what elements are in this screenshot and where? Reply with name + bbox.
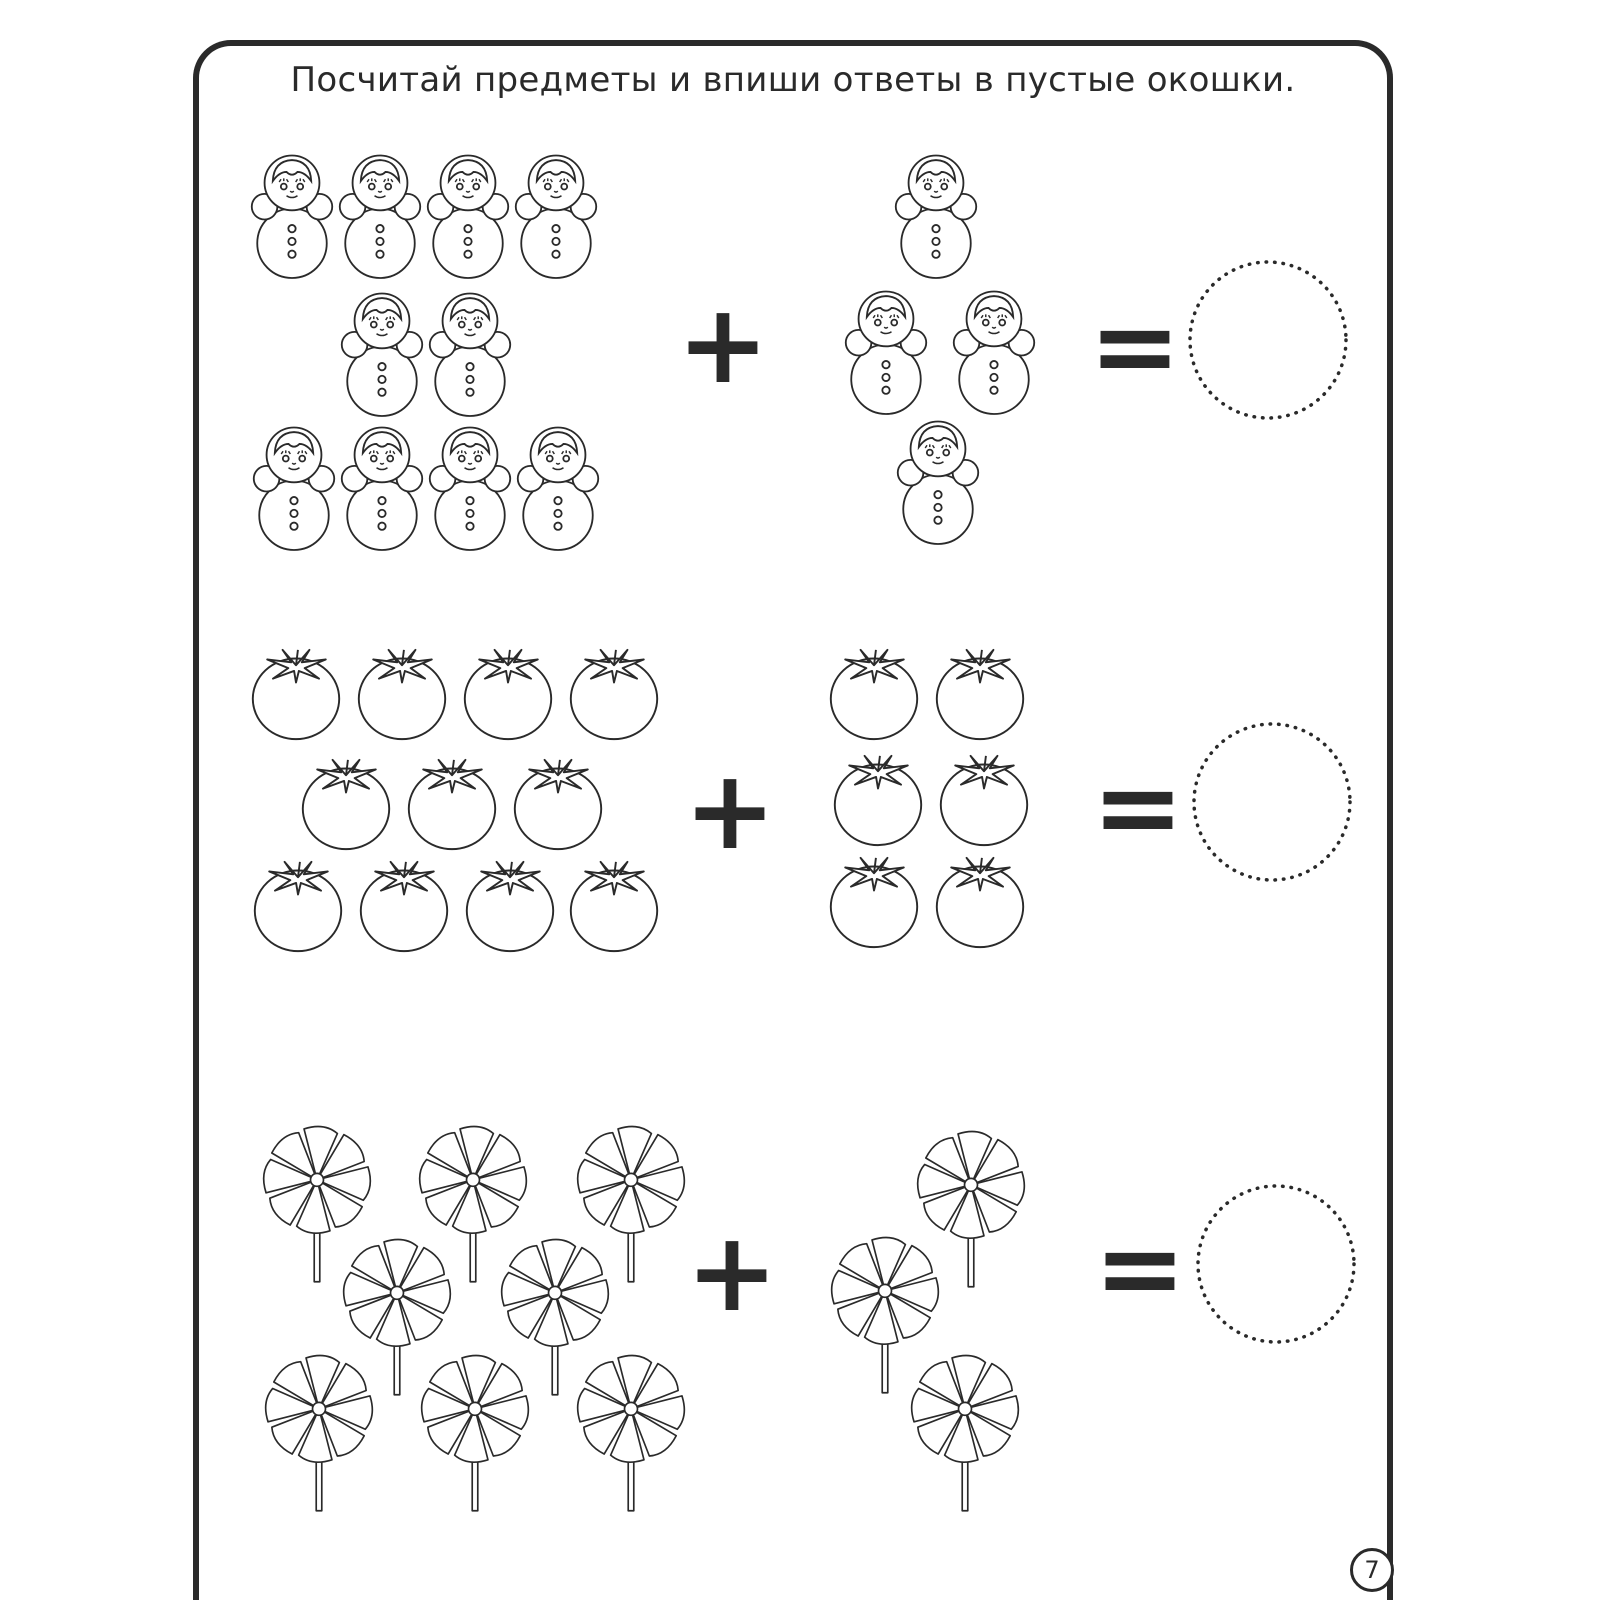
answer-circle[interactable] — [1190, 262, 1346, 418]
doll-icon — [342, 293, 422, 416]
pinwheel-icon — [344, 1240, 451, 1395]
pinwheel-icon — [266, 1356, 373, 1511]
answer-circle[interactable] — [1194, 724, 1350, 880]
doll-icon — [340, 155, 420, 278]
tomato-icon — [465, 650, 551, 739]
tomato-icon — [253, 650, 339, 739]
tomato-icon — [831, 858, 917, 947]
doll-icon — [430, 427, 510, 550]
task-instruction: Посчитай предметы и впиши ответы в пустые окошки. — [290, 60, 1296, 100]
pinwheel-icon — [918, 1132, 1025, 1287]
tomato-icon — [359, 650, 445, 739]
dolls-left-group — [252, 155, 598, 550]
exercise-tomatoes — [253, 650, 1350, 951]
answer-circle[interactable] — [1198, 1186, 1354, 1342]
tomatoes-right-group — [831, 650, 1027, 947]
pinwheel-icon — [578, 1356, 685, 1511]
dolls-right-group — [846, 155, 1034, 544]
exercise-dolls — [252, 155, 1346, 550]
equals-sign: = — [1088, 282, 1182, 410]
doll-icon — [254, 427, 334, 550]
tomato-icon — [941, 756, 1027, 845]
tomato-icon — [255, 862, 341, 951]
tomato-icon — [303, 760, 389, 849]
equals-sign: = — [1091, 743, 1185, 871]
doll-icon — [428, 155, 508, 278]
tomato-icon — [515, 760, 601, 849]
plus-sign: + — [676, 280, 770, 408]
doll-icon — [516, 155, 596, 278]
tomato-icon — [937, 650, 1023, 739]
exercise-pinwheels — [264, 1127, 1354, 1511]
page-number: 7 — [1350, 1548, 1394, 1592]
plus-sign: + — [683, 746, 777, 874]
doll-icon — [430, 293, 510, 416]
doll-icon — [846, 291, 926, 414]
tomato-icon — [571, 862, 657, 951]
doll-icon — [342, 427, 422, 550]
plus-sign: + — [685, 1208, 779, 1336]
doll-icon — [898, 421, 978, 544]
tomatoes-left-group — [253, 650, 657, 951]
tomato-icon — [831, 650, 917, 739]
pinwheels-right-group — [832, 1132, 1025, 1511]
pinwheels-left-group — [264, 1127, 685, 1511]
tomato-icon — [571, 650, 657, 739]
doll-icon — [518, 427, 598, 550]
tomato-icon — [409, 760, 495, 849]
equals-sign: = — [1093, 1204, 1187, 1332]
pinwheel-icon — [264, 1127, 371, 1282]
doll-icon — [896, 155, 976, 278]
doll-icon — [252, 155, 332, 278]
tomato-icon — [937, 858, 1023, 947]
pinwheel-icon — [832, 1238, 939, 1393]
pinwheel-icon — [422, 1356, 529, 1511]
tomato-icon — [467, 862, 553, 951]
tomato-icon — [835, 756, 921, 845]
tomato-icon — [361, 862, 447, 951]
pinwheel-icon — [912, 1356, 1019, 1511]
doll-icon — [954, 291, 1034, 414]
